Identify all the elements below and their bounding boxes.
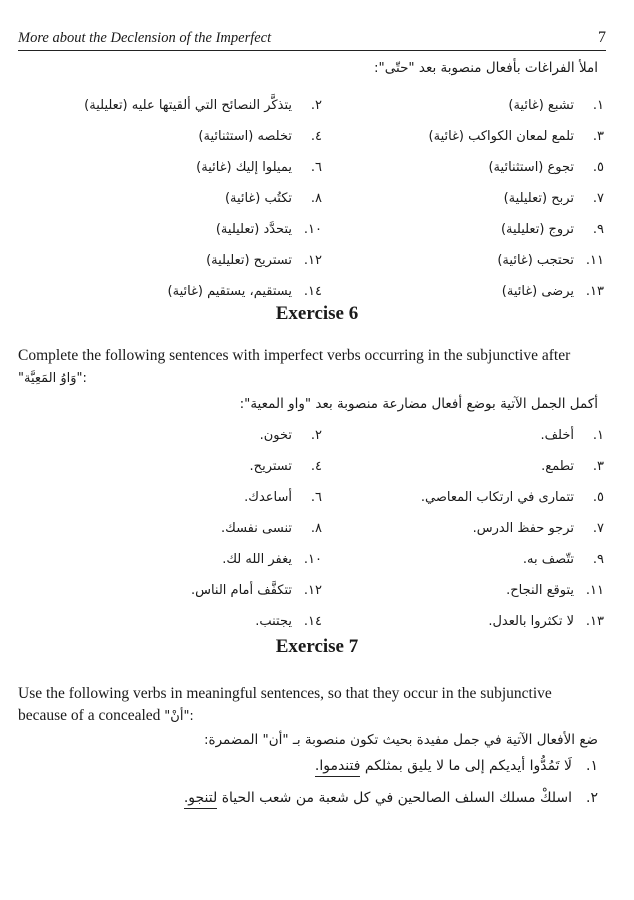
item-number: ١. [592,428,604,443]
exercise-item [342,183,604,214]
exercise-item [342,420,604,451]
item-text: يميلوا إليك (غائية) [196,160,292,175]
item-text: تتمارى في ارتكاب المعاصي. [420,490,574,505]
item-number: ١٢. [303,583,322,598]
exercise5-left-column [60,90,322,307]
item-text: تلمع لمعان الكواكب (غائية) [428,129,574,144]
exercise7-instruction-en-line1: Use the following verbs in meaningful sentences, so that they occur in the subjunctive [18,685,552,702]
item-text: تتكفَّف أمام الناس. [190,583,292,598]
item-number: ١٠. [303,222,322,237]
item-text: تكتُب (غائية) [224,191,292,206]
exercise7-sentence-2 [60,790,598,806]
exercise-item [60,513,322,544]
exercise-item [60,214,322,245]
item-number: ١. [592,98,604,113]
exercise7-instruction-en-line2 [18,706,604,727]
exercise-item [60,606,322,637]
item-number: ٩. [592,552,604,567]
exercise-item [342,575,604,606]
exercise-item [342,214,604,245]
exercise-item [60,90,322,121]
exercise-item [342,482,604,513]
sentence-number: ١. [586,758,598,774]
item-number: ١٣. [585,284,604,299]
item-text: ترجو حفظ الدرس. [472,521,574,536]
exercise-item [60,451,322,482]
item-text: يتحدَّد (تعليلية) [215,222,292,237]
page-header [18,30,606,51]
exercise-item [60,183,322,214]
item-text: تخلصه (استثنائية) [198,129,292,144]
exercise-item [342,121,604,152]
exercise7-sentence-1 [60,758,598,774]
exercise6-instruction-en-text: Complete the following sentences with imperfect verbs occurring in the subjunctive after [18,347,571,364]
item-number: ٥. [592,490,604,505]
item-text: تطمع. [541,459,574,474]
exercise-item [342,544,604,575]
item-number: ٥. [592,160,604,175]
exercise6-items [60,420,604,637]
item-text: يتذكَّر النصائح التي ألقيتها عليه (تعليلية) [84,98,292,113]
page-number: 7 [598,29,606,46]
exercise7-instruction-quote: "أنْ": [164,709,194,724]
item-number: ٢. [310,98,322,113]
item-text: تنسى نفسك. [221,521,292,536]
item-text: تروج (تعليلية) [500,222,574,237]
item-number: ٨. [310,521,322,536]
item-number: ٦. [310,490,322,505]
item-text: تشبع (غائية) [508,98,574,113]
exercise6-left-column [60,420,322,637]
item-text: تجوع (استثنائية) [488,160,574,175]
item-number: ١٤. [303,614,322,629]
sentence-text: لَا تَمُدُّوا أيديكم إلى ما لا يليق بمثلكم [360,758,572,774]
item-number: ٣. [592,129,604,144]
exercise6-instruction-en-quote-line [18,368,604,389]
item-text: أخلف. [540,428,574,443]
item-text: يرضى (غائية) [501,284,574,299]
item-number: ١١. [585,583,604,598]
item-text: تربح (تعليلية) [503,191,574,206]
exercise7-title: Exercise 7 [275,636,359,657]
exercise-item [342,606,604,637]
exercise-item [342,513,604,544]
item-text: يغفر الله لك. [222,552,292,567]
item-number: ١٢. [303,253,322,268]
item-number: ٢. [310,428,322,443]
item-number: ١٤. [303,284,322,299]
exercise-item [342,90,604,121]
exercise5-instruction: املأ الفراغات بأفعال منصوبة بعد "حتّى": [373,60,598,76]
item-text: يستقيم، يستقيم (غائية) [167,284,292,299]
exercise5-items [60,90,604,307]
exercise-item [60,482,322,513]
exercise-item [342,451,604,482]
item-number: ٤. [310,459,322,474]
sentence-text: اسلكْ مسلك السلف الصالحين في كل شعبة من شعب الحياة [217,790,572,806]
exercise6-right-column [342,420,604,637]
exercise7-instruction-en-text: because of a concealed [18,707,161,724]
exercise6-title: Exercise 6 [275,303,359,324]
item-number: ٦. [310,160,322,175]
running-title: More about the Declension of the Imperfect [18,30,272,46]
exercise-item [60,544,322,575]
item-text: يجتنب. [255,614,292,629]
item-text: تستريح (تعليلية) [206,253,292,268]
exercise7-instruction-ar: ضع الأفعال الآتية في جمل مفيدة بحيث تكون منصوبة بـ "أن" المضمرة: [203,732,598,748]
exercise-item [60,121,322,152]
exercise-item [60,152,322,183]
exercise-item [342,152,604,183]
item-text: لا تكثروا بالعدل. [488,614,574,629]
sentence-underlined-verb: فتندموا. [315,758,361,777]
exercise-item [60,575,322,606]
item-number: ٧. [592,191,604,206]
sentence-underlined-verb: لتنجو. [184,790,217,809]
item-text: تتّصف به. [522,552,574,567]
item-number: ٣. [592,459,604,474]
exercise5-right-column [342,90,604,307]
sentence-number: ٢. [586,790,598,806]
item-number: ١٠. [303,552,322,567]
item-text: تخون. [259,428,292,443]
exercise6-instruction-en [18,346,604,366]
item-number: ٤. [310,129,322,144]
item-text: يتوقع النجاح. [506,583,574,598]
item-text: تحتجب (غائية) [497,253,574,268]
exercise6-instruction-ar: أكمل الجمل الآتية بوضع أفعال مضارعة منصوبة بعد "واو المعية": [239,396,598,412]
item-number: ٨. [310,191,322,206]
item-text: تستريح. [249,459,292,474]
exercise-item [60,420,322,451]
exercise-item [60,245,322,276]
item-number: ١٣. [585,614,604,629]
item-number: ٧. [592,521,604,536]
exercise6-instruction-quote: "وَاوُ المَعِيَّة": [18,371,87,386]
item-number: ٩. [592,222,604,237]
item-text: أساعدك. [244,490,292,505]
item-number: ١١. [585,253,604,268]
exercise-item [342,245,604,276]
